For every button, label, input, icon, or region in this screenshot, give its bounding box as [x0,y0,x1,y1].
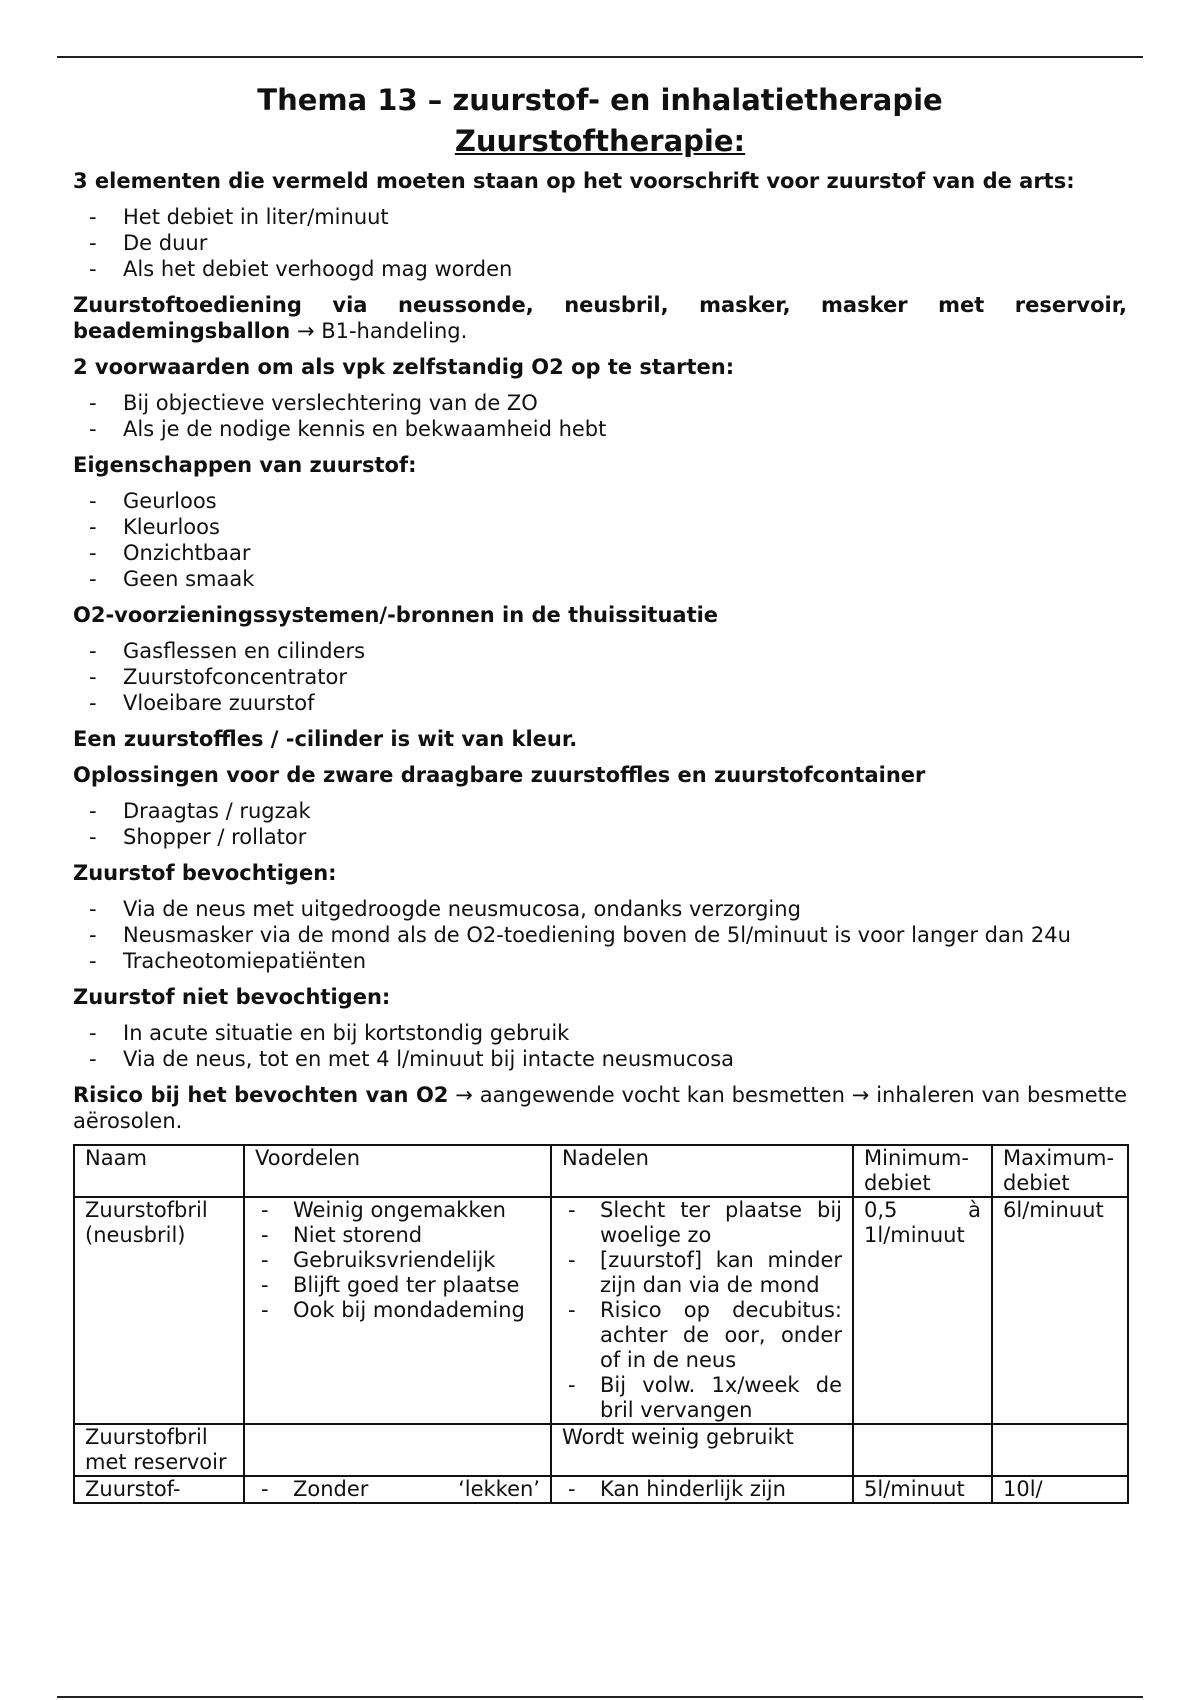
bottom-rule [57,1696,1143,1698]
cell-voordelen [244,1424,551,1476]
list-item: - Geurloos [123,488,1127,514]
list-item: - Neusmasker via de mond als de O2-toediening boven de 5l/minuut is voor langer dan 24u [123,922,1127,948]
header-voordelen: Voordelen [244,1145,551,1197]
cell-minimum-debiet: 5l/minuut [853,1476,992,1503]
header-naam: Naam [74,1145,244,1197]
cell-naam: Zuurstofbril met reservoir [74,1424,244,1476]
solutions-heading: Oplossingen voor de zware draagbare zuurstoffles en zuurstofcontainer [73,763,926,787]
cell-nadelen [551,1197,853,1424]
b1-paragraph [73,292,1127,344]
list-item [293,1477,540,1502]
list-item: - Weinig ongemakken [293,1198,540,1223]
header-nadelen: Nadelen [551,1145,853,1197]
list-item: - Risico op decubitus: achter de oor, onder of in de neus [600,1298,842,1373]
prescription-heading: 3 elementen die vermeld moeten staan op het voorschrift voor zuurstof van de arts: [73,169,1075,193]
systems-list [73,638,1127,716]
table-row [74,1197,1128,1424]
solutions-list [73,798,1127,850]
cell-maximum-debiet [992,1424,1128,1476]
table-header-row [74,1145,1128,1197]
cell-minimum-debiet: 0,5 à 1l/minuut [853,1197,992,1424]
header-minimum-debiet: Minimum-debiet [853,1145,992,1197]
list-item: - Bij volw. 1x/week de bril vervangen [600,1373,842,1423]
humidify-list [73,896,1127,974]
list-item: - Het debiet in liter/minuut [123,204,1127,230]
list-item: - Onzichtbaar [123,540,1127,566]
cell-nadelen: Wordt weinig gebruikt [551,1424,853,1476]
list-item: - Gebruiksvriendelijk [293,1248,540,1273]
cylinder-color-note: Een zuurstoffles / -cilinder is wit van kleur. [73,727,578,751]
list-item: - Via de neus, tot en met 4 l/minuut bij intacte neusmucosa [123,1046,1127,1072]
systems-heading: O2-voorzieningssystemen/-bronnen in de thuissituatie [73,603,719,627]
list-item: - Niet storend [293,1223,540,1248]
prescription-list [73,204,1127,282]
document-page [73,80,1127,1504]
risk-rest: → aangewende vocht kan besmetten → inhaleren van besmette aërosolen. [73,1083,1127,1133]
conditions-heading: 2 voorwaarden om als vpk zelfstandig O2 op te starten: [73,355,735,379]
no-humidify-heading: Zuurstof niet bevochtigen: [73,985,391,1009]
cell-maximum-debiet: 10l/ [992,1476,1128,1503]
properties-list [73,488,1127,592]
risk-paragraph [73,1082,1127,1134]
list-item: - Bij objectieve verslechtering van de ZO [123,390,1127,416]
list-item: - Als het debiet verhoogd mag worden [123,256,1127,282]
list-item: - Gasflessen en cilinders [123,638,1127,664]
properties-heading: Eigenschappen van zuurstof: [73,453,417,477]
list-item: - Slecht ter plaatse bij woelige zo [600,1198,842,1248]
cell-voordelen [244,1476,551,1503]
table-row [74,1424,1128,1476]
b1-rest: → B1-handeling. [290,319,468,343]
list-item: - Als je de nodige kennis en bekwaamheid hebt [123,416,1127,442]
document-title: Thema 13 – zuurstof- en inhalatietherapie [257,83,943,117]
cell-naam: Zuurstofbril (neusbril) [74,1197,244,1424]
oxygen-devices-table [73,1144,1129,1504]
list-item: - Draagtas / rugzak [123,798,1127,824]
list-item: - Via de neus met uitgedroogde neusmucosa, ondanks verzorging [123,896,1127,922]
cell-maximum-debiet: 6l/minuut [992,1197,1128,1424]
list-item: - Geen smaak [123,566,1127,592]
no-humidify-list [73,1020,1127,1072]
conditions-list [73,390,1127,442]
list-item: - In acute situatie en bij kortstondig gebruik [123,1020,1127,1046]
list-item: - Vloeibare zuurstof [123,690,1127,716]
list-item: - Ook bij mondademing [293,1298,540,1323]
table-row [74,1476,1128,1503]
list-item: - Kan hinderlijk zijn [600,1477,842,1502]
cell-voordelen [244,1197,551,1424]
voordeel-text-end: ‘lekken’ [458,1477,540,1501]
list-item: - Kleurloos [123,514,1127,540]
humidify-heading: Zuurstof bevochtigen: [73,861,337,885]
b1-bold: Zuurstoftoediening via neussonde, neusbril, masker, masker met reservoir, beademingsballon [73,293,1127,343]
list-item: - [zuurstof] kan minder zijn dan via de mond [600,1248,842,1298]
list-item: - De duur [123,230,1127,256]
section-title: Zuurstoftherapie: [454,124,746,158]
risk-bold: Risico bij het bevochten van O2 [73,1083,449,1107]
list-item: - Zuurstofconcentrator [123,664,1127,690]
list-item: - Shopper / rollator [123,824,1127,850]
top-rule [57,56,1143,58]
header-maximum-debiet: Maximum-debiet [992,1145,1128,1197]
cell-minimum-debiet [853,1424,992,1476]
cell-nadelen [551,1476,853,1503]
list-item: - Tracheotomiepatiënten [123,948,1127,974]
voordeel-text: - Zonder [293,1477,369,1501]
cell-naam: Zuurstof- [74,1476,244,1503]
list-item: - Blijft goed ter plaatse [293,1273,540,1298]
